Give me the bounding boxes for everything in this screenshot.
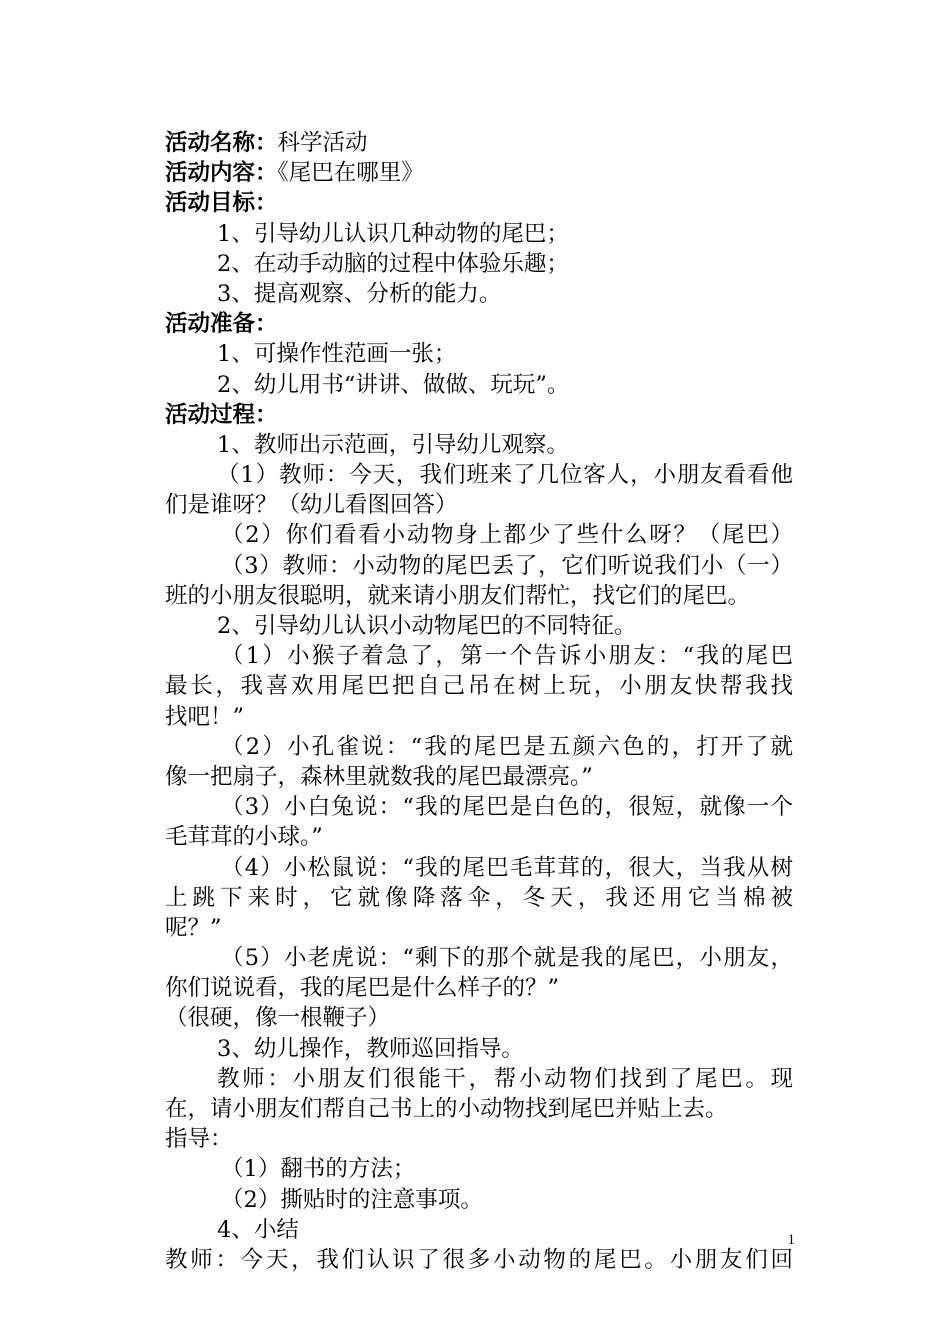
process-line: （2）撕贴时的注意事项。 bbox=[221, 1186, 483, 1213]
process-line: 在，请小朋友们帮自己书上的小动物找到尾巴并贴上去。 bbox=[165, 1096, 728, 1122]
process-line: 2、引导幼儿认识小动物尾巴的不同特征。 bbox=[217, 613, 637, 639]
process-line: （3）教师：小动物的尾巴丢了，它们听说我们小（一） bbox=[221, 552, 793, 579]
process-line: 呢？” bbox=[165, 914, 222, 941]
process-line: 教师：今天，我们认识了很多小动物的尾巴。小朋友们回 bbox=[165, 1246, 793, 1273]
process-line: 班的小朋友很聪明，就来请小朋友们帮忙，找它们的尾巴。 bbox=[165, 582, 751, 609]
activity-content-line bbox=[165, 158, 793, 188]
page-number: 1 bbox=[787, 1232, 795, 1248]
process-line: 1、教师出示范画，引导幼儿观察。 bbox=[217, 431, 569, 458]
activity-name-value: 科学活动 bbox=[277, 130, 368, 156]
activity-content-label: 活动内容： bbox=[165, 160, 278, 187]
goal-item: 3、提高观察、分析的能力。 bbox=[217, 280, 502, 307]
process-line: （2）小孔雀说：“我的尾巴是五颜六色的，打开了就 bbox=[221, 733, 793, 760]
process-line: 3、幼儿操作，教师巡回指导。 bbox=[217, 1035, 524, 1062]
process-line: 毛茸茸的小球。” bbox=[165, 824, 323, 851]
process-line: 4、小结 bbox=[217, 1216, 299, 1243]
process-line: （1）小猴子着急了，第一个告诉小朋友：“我的尾巴 bbox=[221, 643, 793, 670]
goals-heading: 活动目标： bbox=[165, 190, 278, 217]
process-line: 上跳下来时，它就像降落伞，冬天，我还用它当棉被 bbox=[165, 884, 793, 911]
document-body bbox=[165, 128, 793, 1275]
process-line: 找吧！” bbox=[165, 703, 245, 730]
activity-name-line bbox=[165, 128, 793, 158]
prep-item: 2、幼儿用书“讲讲、做做、玩玩”。 bbox=[217, 371, 570, 398]
process-line: 你们说说看，我的尾巴是什么样子的？” bbox=[165, 975, 560, 1002]
process-line: （2）你们看看小动物身上都少了些什么呀？（尾巴） bbox=[221, 522, 793, 549]
process-line: （很硬，像一根鞭子） bbox=[165, 1005, 391, 1032]
process-line: （1）教师：今天，我们班来了几位客人，小朋友看看他 bbox=[217, 462, 793, 489]
process-line: （3）小白兔说：“我的尾巴是白色的，很短，就像一个 bbox=[221, 794, 793, 821]
process-line: 最长，我喜欢用尾巴把自己吊在树上玩，小朋友快帮我找 bbox=[165, 673, 793, 700]
prep-item: 1、可操作性范画一张； bbox=[217, 341, 457, 368]
process-line: 教师：小朋友们很能干，帮小动物们找到了尾巴。现 bbox=[217, 1065, 793, 1092]
activity-name-label: 活动名称： bbox=[165, 130, 278, 156]
process-line: （1）翻书的方法； bbox=[221, 1156, 416, 1183]
prep-heading: 活动准备： bbox=[165, 311, 278, 338]
process-line: （4）小松鼠说：“我的尾巴毛茸茸的，很大，当我从树 bbox=[221, 854, 793, 881]
process-line: 指导： bbox=[165, 1126, 233, 1153]
goal-item: 1、引导幼儿认识几种动物的尾巴； bbox=[217, 220, 569, 247]
process-line: （5）小老虎说：“剩下的那个就是我的尾巴，小朋友， bbox=[221, 945, 793, 972]
process-heading: 活动过程： bbox=[165, 401, 278, 428]
activity-content-value: 《尾巴在哪里》 bbox=[277, 160, 424, 187]
process-line: 像一把扇子，森林里就数我的尾巴最漂亮。” bbox=[165, 763, 593, 790]
process-line: 们是谁呀？（幼儿看图回答） bbox=[165, 492, 458, 519]
goal-item: 2、在动手动脑的过程中体验乐趣； bbox=[217, 250, 569, 277]
